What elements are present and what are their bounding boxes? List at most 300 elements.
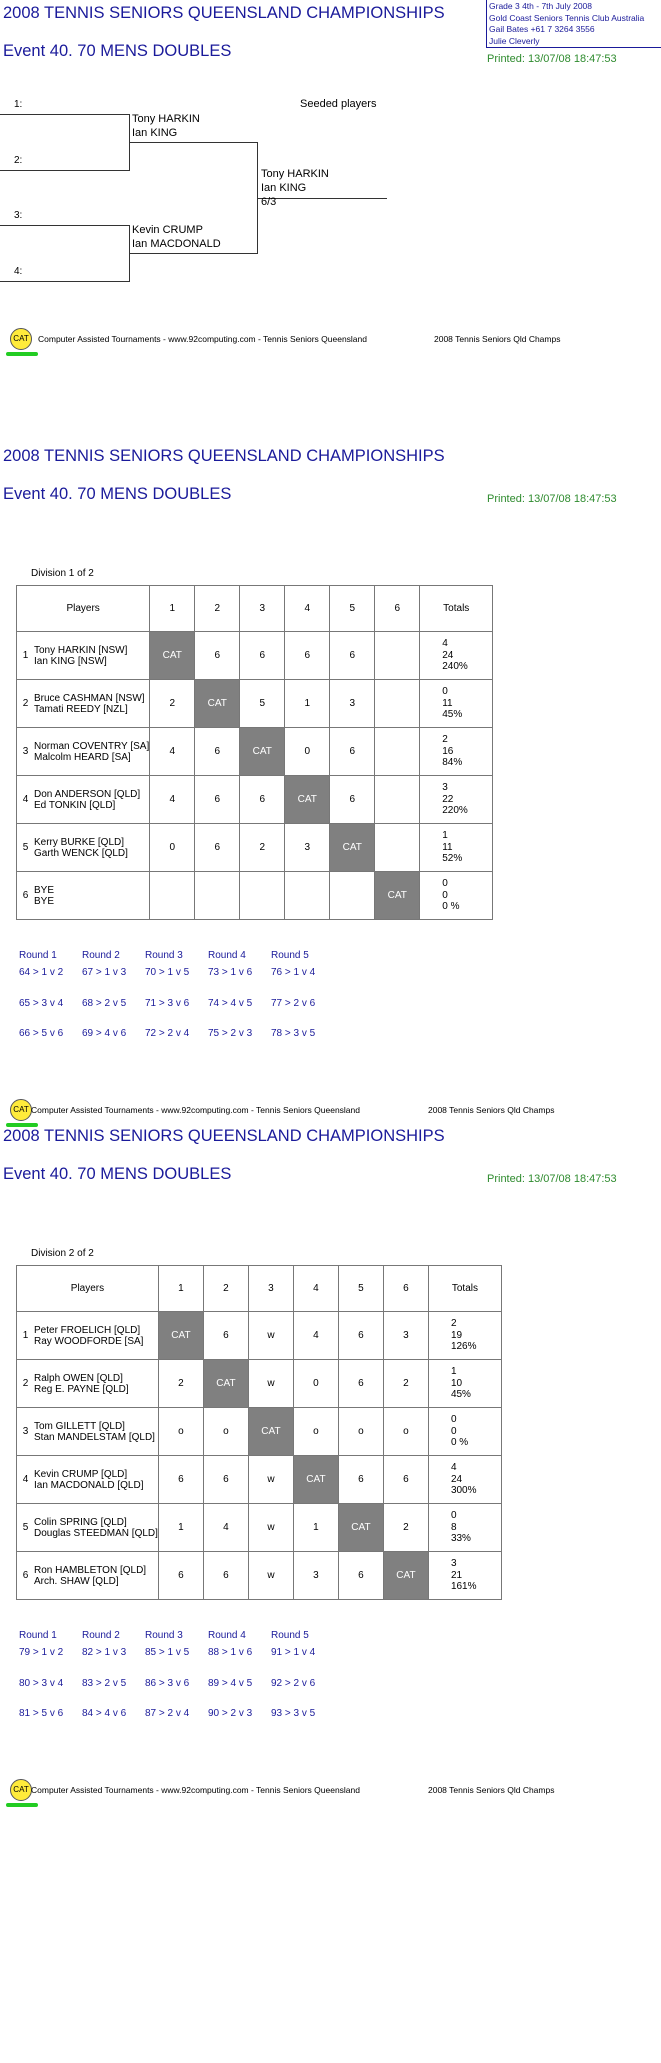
table-row xyxy=(17,1360,502,1408)
score-cell: 6 xyxy=(338,1456,383,1504)
totals-cell xyxy=(428,1360,501,1408)
round-match: 81 > 5 v 6 xyxy=(19,1708,64,1719)
player-cell xyxy=(17,824,150,872)
bracket-line xyxy=(0,225,130,226)
player-cell xyxy=(17,680,150,728)
table-row xyxy=(17,728,493,776)
score-cell: 6 xyxy=(330,776,375,824)
round-column xyxy=(145,950,209,1059)
totals-cell xyxy=(420,728,493,776)
player-name: Colin SPRING [QLD] xyxy=(34,1516,127,1528)
event-title: 2008 TENNIS SENIORS QUEENSLAND CHAMPIONSHIPS xyxy=(3,1127,445,1145)
score-cell: 1 xyxy=(285,680,330,728)
player-cell xyxy=(17,872,150,920)
score-cell: 2 xyxy=(240,824,285,872)
cat-logo-icon: CAT xyxy=(10,1779,32,1801)
col-header: 1 xyxy=(158,1266,203,1312)
score-cell: 3 xyxy=(330,680,375,728)
row-index: 6 xyxy=(22,890,29,901)
score-cell: CAT xyxy=(195,680,240,728)
score-cell: w xyxy=(248,1360,293,1408)
row-index: 2 xyxy=(22,1378,29,1389)
round-label: Round 5 xyxy=(271,950,309,961)
score-cell: 6 xyxy=(383,1456,428,1504)
round-label: Round 4 xyxy=(208,950,246,961)
round-column xyxy=(82,1630,146,1739)
score-cell: CAT xyxy=(150,632,195,680)
round-match: 89 > 4 v 5 xyxy=(208,1677,253,1689)
table-row xyxy=(17,872,493,920)
score-cell: 0 xyxy=(293,1360,338,1408)
player-name: Ian KING xyxy=(261,182,307,194)
percentage: 240% xyxy=(442,661,468,673)
player-name: Ron HAMBLETON [QLD] xyxy=(34,1564,147,1576)
percentage: 126% xyxy=(450,1341,477,1353)
player-cell xyxy=(17,1456,159,1504)
round-label: Round 2 xyxy=(82,1630,120,1641)
score-cell: 6 xyxy=(203,1456,248,1504)
round-label: Round 3 xyxy=(145,950,183,961)
score-cell: 3 xyxy=(285,824,330,872)
wins: 0 xyxy=(450,1510,457,1522)
percentage: 0 % xyxy=(442,901,460,913)
round-match: 93 > 3 v 5 xyxy=(271,1708,316,1719)
player-name: Don ANDERSON [QLD] xyxy=(34,788,141,800)
round-column xyxy=(208,950,272,1059)
score-cell: 6 xyxy=(203,1312,248,1360)
score-cell: 2 xyxy=(383,1504,428,1552)
player-cell xyxy=(17,1312,159,1360)
player-name: Tony HARKIN [NSW] xyxy=(34,644,128,656)
score-cell: 6 xyxy=(158,1456,203,1504)
totals-cell xyxy=(428,1312,501,1360)
col-header: 6 xyxy=(383,1266,428,1312)
players-header: Players xyxy=(17,1266,159,1312)
division-2-round-schedule xyxy=(19,1630,349,1730)
player-name: BYE xyxy=(34,895,55,907)
player-name: Stan MANDELSTAM [QLD] xyxy=(34,1431,155,1443)
col-header: 3 xyxy=(248,1266,293,1312)
col-header: 3 xyxy=(240,586,285,632)
wins: 0 xyxy=(442,686,448,698)
score-cell: 4 xyxy=(293,1312,338,1360)
wins: 2 xyxy=(450,1318,457,1330)
score-cell: 1 xyxy=(293,1504,338,1552)
percentage: 45% xyxy=(450,1389,471,1401)
draw-slot-4: 4: xyxy=(14,266,23,277)
score-cell: o xyxy=(293,1408,338,1456)
score-cell: 0 xyxy=(285,728,330,776)
percentage: 300% xyxy=(450,1485,477,1497)
round-column xyxy=(145,1630,209,1739)
table-row xyxy=(17,1312,502,1360)
col-header: 4 xyxy=(293,1266,338,1312)
cat-logo-icon: CAT xyxy=(10,1099,32,1121)
totals-cell xyxy=(428,1552,501,1600)
col-header: 4 xyxy=(285,586,330,632)
col-header: 6 xyxy=(375,586,420,632)
round-match: 78 > 3 v 5 xyxy=(271,1028,316,1039)
score-cell: 0 xyxy=(150,824,195,872)
draw-slot-1: 1: xyxy=(14,99,23,110)
player-name: Tony HARKIN xyxy=(261,168,329,180)
round-match: 77 > 2 v 6 xyxy=(271,997,316,1009)
round-match: 75 > 2 v 3 xyxy=(208,1028,253,1039)
row-index: 3 xyxy=(22,746,29,757)
score-cell: 3 xyxy=(293,1552,338,1600)
score-cell: o xyxy=(158,1408,203,1456)
percentage: 33% xyxy=(450,1533,471,1545)
round-match: 87 > 2 v 4 xyxy=(145,1708,190,1719)
wins: 2 xyxy=(442,734,448,746)
score-cell: 6 xyxy=(240,776,285,824)
totals-cell xyxy=(420,824,493,872)
round-column xyxy=(19,950,83,1059)
score-cell: o xyxy=(203,1408,248,1456)
score-cell: CAT xyxy=(330,824,375,872)
row-index: 3 xyxy=(22,1426,29,1437)
player-name: Ian KING [NSW] xyxy=(34,655,107,667)
draw-slot-3: 3: xyxy=(14,210,23,221)
score-cell: CAT xyxy=(383,1552,428,1600)
wins: 3 xyxy=(450,1558,457,1570)
draw-slot-2: 2: xyxy=(14,155,23,166)
col-header: 2 xyxy=(203,1266,248,1312)
round-column xyxy=(271,1630,335,1739)
bracket-line xyxy=(0,114,130,115)
score-cell: 6 xyxy=(285,632,330,680)
score-cell xyxy=(240,872,285,920)
division-label: Division 2 of 2 xyxy=(31,1248,94,1259)
event-subtitle: Event 40. 70 MENS DOUBLES xyxy=(3,1165,232,1183)
player-name: Kerry BURKE [QLD] xyxy=(34,836,125,848)
round-label: Round 1 xyxy=(19,950,57,961)
score-cell xyxy=(285,872,330,920)
bracket-line xyxy=(0,170,130,171)
round-label: Round 3 xyxy=(145,1630,183,1641)
round-match: 71 > 3 v 6 xyxy=(145,997,190,1009)
score-cell xyxy=(150,872,195,920)
player-name: Kevin CRUMP [QLD] xyxy=(34,1468,128,1480)
draw-final-team xyxy=(261,167,329,209)
score-cell: 6 xyxy=(195,632,240,680)
footer-right-text: 2008 Tennis Seniors Qld Champs xyxy=(434,334,561,344)
score-cell: 1 xyxy=(158,1504,203,1552)
player-name: Peter FROELICH [QLD] xyxy=(34,1324,141,1336)
col-header: 1 xyxy=(150,586,195,632)
draw-r1-top-team xyxy=(132,112,200,140)
logo-underline xyxy=(6,352,38,356)
score-cell: CAT xyxy=(240,728,285,776)
table-row xyxy=(17,632,493,680)
score-cell xyxy=(375,728,420,776)
player-cell xyxy=(17,1552,159,1600)
round-column xyxy=(82,950,146,1059)
score-cell: 2 xyxy=(383,1360,428,1408)
division-1-table xyxy=(16,585,493,920)
table-header-row xyxy=(17,1266,502,1312)
games: 22 xyxy=(442,793,454,805)
bracket-line xyxy=(129,253,258,254)
player-name: Ralph OWEN [QLD] xyxy=(34,1372,123,1384)
row-index: 6 xyxy=(22,1570,29,1581)
info-line: Julie Cleverly xyxy=(489,35,540,46)
footer-right-text: 2008 Tennis Seniors Qld Champs xyxy=(428,1105,555,1115)
footer-right-text: 2008 Tennis Seniors Qld Champs xyxy=(428,1785,555,1795)
score-cell: CAT xyxy=(158,1312,203,1360)
games: 24 xyxy=(450,1473,463,1485)
round-column xyxy=(208,1630,272,1739)
player-name: Tom GILLETT [QLD] xyxy=(34,1420,125,1432)
round-match: 86 > 3 v 6 xyxy=(145,1677,190,1689)
score-cell: 2 xyxy=(150,680,195,728)
player-name: BYE xyxy=(34,884,55,896)
table-row xyxy=(17,1456,502,1504)
round-match: 91 > 1 v 4 xyxy=(271,1647,316,1658)
players-header: Players xyxy=(17,586,150,632)
info-line: Gold Coast Seniors Tennis Club Australia xyxy=(489,12,645,23)
player-name: Ian MACDONALD [QLD] xyxy=(34,1479,144,1491)
round-match: 68 > 2 v 5 xyxy=(82,997,127,1009)
footer-text: Computer Assisted Tournaments - www.92computing.com - Tennis Seniors Queensland xyxy=(31,1105,360,1115)
col-header: 2 xyxy=(195,586,240,632)
games: 8 xyxy=(450,1521,457,1533)
totals-cell xyxy=(428,1504,501,1552)
round-match: 80 > 3 v 4 xyxy=(19,1677,64,1689)
score-cell: 5 xyxy=(240,680,285,728)
score-cell: 3 xyxy=(383,1312,428,1360)
table-row xyxy=(17,1552,502,1600)
round-match: 84 > 4 v 6 xyxy=(82,1708,127,1719)
score-cell: 4 xyxy=(150,728,195,776)
table-row xyxy=(17,776,493,824)
round-label: Round 2 xyxy=(82,950,120,961)
score-cell: 6 xyxy=(330,632,375,680)
printed-timestamp: Printed: 13/07/08 18:47:53 xyxy=(487,493,617,505)
round-column xyxy=(271,950,335,1059)
division-2-table xyxy=(16,1265,502,1600)
player-name: Ian KING xyxy=(132,127,178,139)
player-cell xyxy=(17,632,150,680)
percentage: 45% xyxy=(442,709,463,721)
games: 10 xyxy=(450,1377,463,1389)
player-name: Kevin CRUMP xyxy=(132,224,203,236)
player-name: Tamati REEDY [NZL] xyxy=(34,703,128,715)
logo-underline xyxy=(6,1803,38,1807)
score-cell: CAT xyxy=(293,1456,338,1504)
games: 11 xyxy=(442,841,453,853)
score-cell: 2 xyxy=(158,1360,203,1408)
round-label: Round 4 xyxy=(208,1630,246,1641)
player-name: Arch. SHAW [QLD] xyxy=(34,1575,119,1587)
score-cell xyxy=(375,776,420,824)
row-index: 4 xyxy=(22,1474,29,1485)
player-name: Ray WOODFORDE [SA] xyxy=(34,1335,144,1347)
score-cell xyxy=(375,632,420,680)
wins: 4 xyxy=(450,1462,457,1474)
bracket-line xyxy=(129,142,258,143)
table-row xyxy=(17,824,493,872)
event-subtitle: Event 40. 70 MENS DOUBLES xyxy=(3,42,232,60)
round-match: 90 > 2 v 3 xyxy=(208,1708,253,1719)
player-name: Garth WENCK [QLD] xyxy=(34,847,128,859)
games: 11 xyxy=(442,697,453,709)
round-match: 65 > 3 v 4 xyxy=(19,997,64,1009)
col-header: 5 xyxy=(338,1266,383,1312)
event-title: 2008 TENNIS SENIORS QUEENSLAND CHAMPIONSHIPS xyxy=(3,447,445,465)
player-name: Ian MACDONALD xyxy=(132,238,221,250)
round-match: 83 > 2 v 5 xyxy=(82,1677,127,1689)
score-cell: CAT xyxy=(338,1504,383,1552)
round-column xyxy=(19,1630,83,1739)
percentage: 220% xyxy=(442,805,468,817)
score-cell: w xyxy=(248,1456,293,1504)
player-cell xyxy=(17,1408,159,1456)
score-cell: CAT xyxy=(248,1408,293,1456)
player-cell xyxy=(17,728,150,776)
division-label: Division 1 of 2 xyxy=(31,568,94,579)
event-title: 2008 TENNIS SENIORS QUEENSLAND CHAMPIONSHIPS xyxy=(3,4,445,22)
round-label: Round 5 xyxy=(271,1630,309,1641)
round-match: 76 > 1 v 4 xyxy=(271,967,316,978)
percentage: 161% xyxy=(450,1581,477,1593)
division-1-round-schedule xyxy=(19,950,349,1050)
table-row xyxy=(17,1504,502,1552)
percentage: 84% xyxy=(442,757,463,769)
score-cell: o xyxy=(383,1408,428,1456)
score-cell: 6 xyxy=(195,728,240,776)
row-index: 1 xyxy=(22,650,29,661)
totals-cell xyxy=(420,680,493,728)
round-match: 72 > 2 v 4 xyxy=(145,1028,190,1039)
score-cell: 4 xyxy=(150,776,195,824)
score-cell: 6 xyxy=(338,1312,383,1360)
score-cell: w xyxy=(248,1552,293,1600)
score-cell xyxy=(195,872,240,920)
score-cell: 6 xyxy=(195,776,240,824)
row-index: 1 xyxy=(22,1330,29,1341)
player-name: Ed TONKIN [QLD] xyxy=(34,799,116,811)
footer-text: Computer Assisted Tournaments - www.92computing.com - Tennis Seniors Queensland xyxy=(31,1785,360,1795)
row-index: 5 xyxy=(22,1522,29,1533)
player-name: Tony HARKIN xyxy=(132,113,200,125)
event-subtitle: Event 40. 70 MENS DOUBLES xyxy=(3,485,232,503)
printed-timestamp: Printed: 13/07/08 18:47:53 xyxy=(487,1173,617,1185)
score-cell: 6 xyxy=(158,1552,203,1600)
player-cell xyxy=(17,776,150,824)
score-cell xyxy=(330,872,375,920)
round-match: 82 > 1 v 3 xyxy=(82,1647,127,1658)
percentage: 0 % xyxy=(450,1437,469,1449)
wins: 3 xyxy=(442,782,448,794)
totals-cell xyxy=(420,632,493,680)
round-match: 70 > 1 v 5 xyxy=(145,967,190,978)
score-cell: 6 xyxy=(203,1552,248,1600)
round-match: 69 > 4 v 6 xyxy=(82,1028,127,1039)
round-match: 85 > 1 v 5 xyxy=(145,1647,190,1658)
round-match: 66 > 5 v 6 xyxy=(19,1028,64,1039)
printed-timestamp: Printed: 13/07/08 18:47:53 xyxy=(487,53,617,65)
score-cell: o xyxy=(338,1408,383,1456)
col-header: 5 xyxy=(330,586,375,632)
bracket-line xyxy=(0,281,130,282)
player-cell xyxy=(17,1360,159,1408)
info-line: Grade 3 4th - 7th July 2008 xyxy=(489,1,593,11)
wins: 1 xyxy=(442,830,448,842)
score-cell: 6 xyxy=(338,1360,383,1408)
row-index: 5 xyxy=(22,842,29,853)
match-score: 6/3 xyxy=(261,196,277,208)
totals-cell xyxy=(420,776,493,824)
row-index: 2 xyxy=(22,698,29,709)
player-name: Bruce CASHMAN [NSW] xyxy=(34,692,145,704)
round-match: 92 > 2 v 6 xyxy=(271,1677,316,1689)
round-match: 88 > 1 v 6 xyxy=(208,1647,253,1658)
score-cell: 6 xyxy=(330,728,375,776)
wins: 0 xyxy=(442,878,448,890)
wins: 0 xyxy=(450,1414,457,1426)
games: 16 xyxy=(442,745,454,757)
round-match: 64 > 1 v 2 xyxy=(19,967,64,978)
cat-logo-icon: CAT xyxy=(10,328,32,350)
wins: 4 xyxy=(442,638,448,650)
score-cell: CAT xyxy=(375,872,420,920)
score-cell: 4 xyxy=(203,1504,248,1552)
score-cell: 6 xyxy=(195,824,240,872)
round-match: 73 > 1 v 6 xyxy=(208,967,253,978)
games: 24 xyxy=(442,649,454,661)
score-cell: 6 xyxy=(338,1552,383,1600)
player-name: Norman COVENTRY [SA] xyxy=(34,740,150,752)
totals-header: Totals xyxy=(428,1266,501,1312)
table-row xyxy=(17,680,493,728)
round-label: Round 1 xyxy=(19,1630,57,1641)
percentage: 52% xyxy=(442,853,463,865)
round-match: 74 > 4 v 5 xyxy=(208,997,253,1009)
tournament-info-box xyxy=(486,0,661,48)
games: 21 xyxy=(450,1569,463,1581)
player-name: Douglas STEEDMAN [QLD] xyxy=(34,1527,158,1539)
score-cell xyxy=(375,680,420,728)
score-cell xyxy=(375,824,420,872)
totals-header: Totals xyxy=(420,586,493,632)
score-cell: 6 xyxy=(240,632,285,680)
totals-cell xyxy=(420,872,493,920)
score-cell: CAT xyxy=(285,776,330,824)
games: 0 xyxy=(450,1425,457,1437)
player-cell xyxy=(17,1504,159,1552)
score-cell: w xyxy=(248,1504,293,1552)
player-name: Reg E. PAYNE [QLD] xyxy=(34,1383,129,1395)
table-header-row xyxy=(17,586,493,632)
totals-cell xyxy=(428,1456,501,1504)
score-cell: CAT xyxy=(203,1360,248,1408)
round-match: 79 > 1 v 2 xyxy=(19,1647,64,1658)
table-row xyxy=(17,1408,502,1456)
info-line: Gail Bates +61 7 3264 3556 xyxy=(489,24,595,34)
row-index: 4 xyxy=(22,794,29,805)
seeded-players-label: Seeded players xyxy=(300,98,377,110)
totals-cell xyxy=(428,1408,501,1456)
games: 0 xyxy=(442,889,448,901)
draw-r1-bottom-team xyxy=(132,223,221,251)
footer-text: Computer Assisted Tournaments - www.92computing.com - Tennis Seniors Queensland xyxy=(38,334,367,344)
player-name: Malcolm HEARD [SA] xyxy=(34,751,131,763)
round-match: 67 > 1 v 3 xyxy=(82,967,127,978)
score-cell: w xyxy=(248,1312,293,1360)
games: 19 xyxy=(450,1329,463,1341)
wins: 1 xyxy=(450,1366,457,1378)
